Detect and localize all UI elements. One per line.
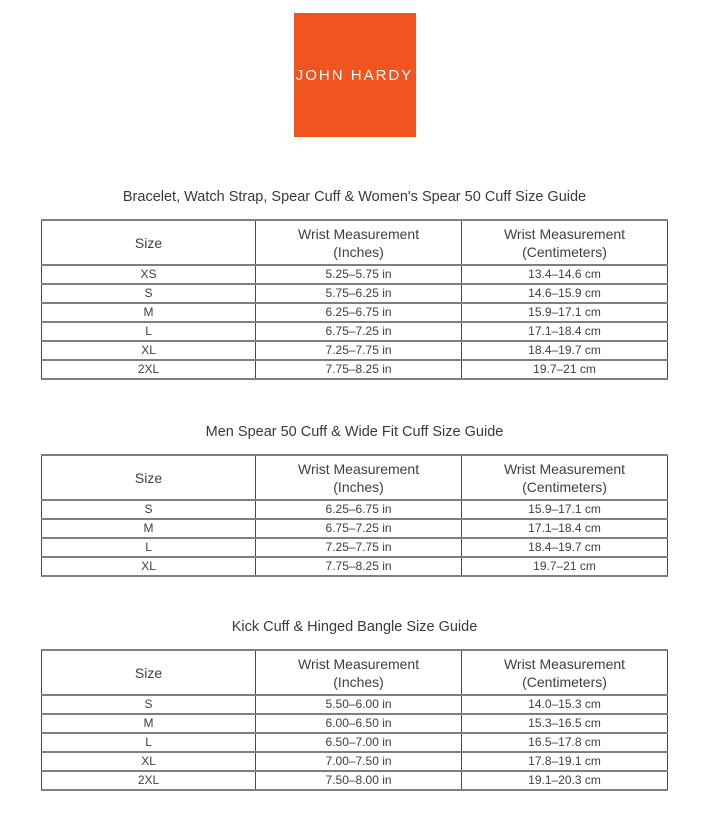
size-guide-section-kick-cuff: [0, 619, 709, 791]
table-row: [42, 557, 668, 576]
column-header-label: Wrist Measurement: [298, 225, 420, 242]
centimeters-cell: 17.8–19.1 cm: [462, 752, 668, 771]
inches-cell: 5.50–6.00 in: [256, 695, 462, 714]
header-row: [42, 650, 668, 695]
column-header-inches: [256, 650, 462, 695]
size-guide-page: [0, 13, 709, 814]
inches-cell: 6.75–7.25 in: [256, 519, 462, 538]
inches-cell: 7.75–8.25 in: [256, 360, 462, 379]
table-row: [42, 752, 668, 771]
column-header-label: Wrist Measurement: [503, 225, 626, 242]
column-header-sublabel: (Centimeters): [522, 243, 607, 260]
table-row: [42, 322, 668, 341]
inches-cell: 6.25–6.75 in: [256, 500, 462, 519]
centimeters-cell: 14.0–15.3 cm: [462, 695, 668, 714]
john-hardy-logo: [294, 13, 416, 137]
size-cell: XL: [42, 752, 256, 771]
size-cell: L: [42, 322, 256, 341]
size-cell: XL: [42, 557, 256, 576]
column-header-sublabel: (Inches): [333, 478, 384, 495]
size-cell: 2XL: [42, 360, 256, 379]
column-header-inches: [256, 220, 462, 265]
size-guide-section-bracelet: [0, 189, 709, 380]
column-header-label: Size: [134, 469, 163, 486]
column-header-sublabel: (Centimeters): [522, 673, 607, 690]
column-header-label: Size: [134, 234, 163, 251]
centimeters-cell: 15.9–17.1 cm: [462, 500, 668, 519]
column-header-centimeters: [462, 650, 668, 695]
size-cell: S: [42, 500, 256, 519]
size-cell: M: [42, 714, 256, 733]
table-row: [42, 284, 668, 303]
inches-cell: 7.25–7.75 in: [256, 341, 462, 360]
inches-cell: 6.25–6.75 in: [256, 303, 462, 322]
table-row: [42, 695, 668, 714]
centimeters-cell: 13.4–14.6 cm: [462, 265, 668, 284]
table-row: [42, 714, 668, 733]
size-guide-section-men-spear: [0, 424, 709, 577]
size-cell: L: [42, 538, 256, 557]
table-row: [42, 538, 668, 557]
table-row: [42, 341, 668, 360]
inches-cell: 5.25–5.75 in: [256, 265, 462, 284]
column-header-centimeters: [462, 220, 668, 265]
column-header-label: Size: [134, 664, 163, 681]
column-header-sublabel: (Inches): [333, 673, 384, 690]
centimeters-cell: 17.1–18.4 cm: [462, 322, 668, 341]
table-title: Kick Cuff & Hinged Bangle Size Guide: [231, 619, 478, 635]
column-header-centimeters: [462, 455, 668, 500]
centimeters-cell: 18.4–19.7 cm: [462, 538, 668, 557]
column-header-label: Wrist Measurement: [298, 460, 420, 477]
centimeters-cell: 15.9–17.1 cm: [462, 303, 668, 322]
inches-cell: 6.50–7.00 in: [256, 733, 462, 752]
table-row: [42, 360, 668, 379]
size-table: [41, 649, 668, 791]
column-header-label: Wrist Measurement: [503, 460, 626, 477]
column-header-size: [42, 220, 256, 265]
column-header-size: [42, 650, 256, 695]
centimeters-cell: 18.4–19.7 cm: [462, 341, 668, 360]
header-row: [42, 220, 668, 265]
inches-cell: 6.00–6.50 in: [256, 714, 462, 733]
column-header-label: Wrist Measurement: [298, 655, 420, 672]
size-table: [41, 219, 668, 380]
header-row: [42, 455, 668, 500]
size-cell: M: [42, 519, 256, 538]
centimeters-cell: 15.3–16.5 cm: [462, 714, 668, 733]
column-header-sublabel: (Centimeters): [522, 478, 607, 495]
john-hardy-logo-text: JOHN HARDY: [295, 66, 414, 84]
centimeters-cell: 16.5–17.8 cm: [462, 733, 668, 752]
size-cell: S: [42, 284, 256, 303]
centimeters-cell: 17.1–18.4 cm: [462, 519, 668, 538]
column-header-sublabel: (Inches): [333, 243, 384, 260]
table-row: [42, 771, 668, 790]
centimeters-cell: 19.1–20.3 cm: [462, 771, 668, 790]
size-cell: XS: [42, 265, 256, 284]
size-cell: M: [42, 303, 256, 322]
table-row: [42, 500, 668, 519]
table-row: [42, 303, 668, 322]
column-header-inches: [256, 455, 462, 500]
inches-cell: 7.75–8.25 in: [256, 557, 462, 576]
table-title: Men Spear 50 Cuff & Wide Fit Cuff Size Guide: [205, 424, 504, 440]
inches-cell: 7.25–7.75 in: [256, 538, 462, 557]
size-table: [41, 454, 668, 577]
column-header-label: Wrist Measurement: [503, 655, 626, 672]
table-row: [42, 733, 668, 752]
centimeters-cell: 14.6–15.9 cm: [462, 284, 668, 303]
table-title: Bracelet, Watch Strap, Spear Cuff & Women's Spear 50 Cuff Size Guide: [122, 189, 587, 205]
inches-cell: 5.75–6.25 in: [256, 284, 462, 303]
size-cell: XL: [42, 341, 256, 360]
table-row: [42, 519, 668, 538]
centimeters-cell: 19.7–21 cm: [462, 557, 668, 576]
table-row: [42, 265, 668, 284]
inches-cell: 7.50–8.00 in: [256, 771, 462, 790]
size-cell: L: [42, 733, 256, 752]
inches-cell: 7.00–7.50 in: [256, 752, 462, 771]
inches-cell: 6.75–7.25 in: [256, 322, 462, 341]
centimeters-cell: 19.7–21 cm: [462, 360, 668, 379]
size-cell: S: [42, 695, 256, 714]
size-cell: 2XL: [42, 771, 256, 790]
column-header-size: [42, 455, 256, 500]
